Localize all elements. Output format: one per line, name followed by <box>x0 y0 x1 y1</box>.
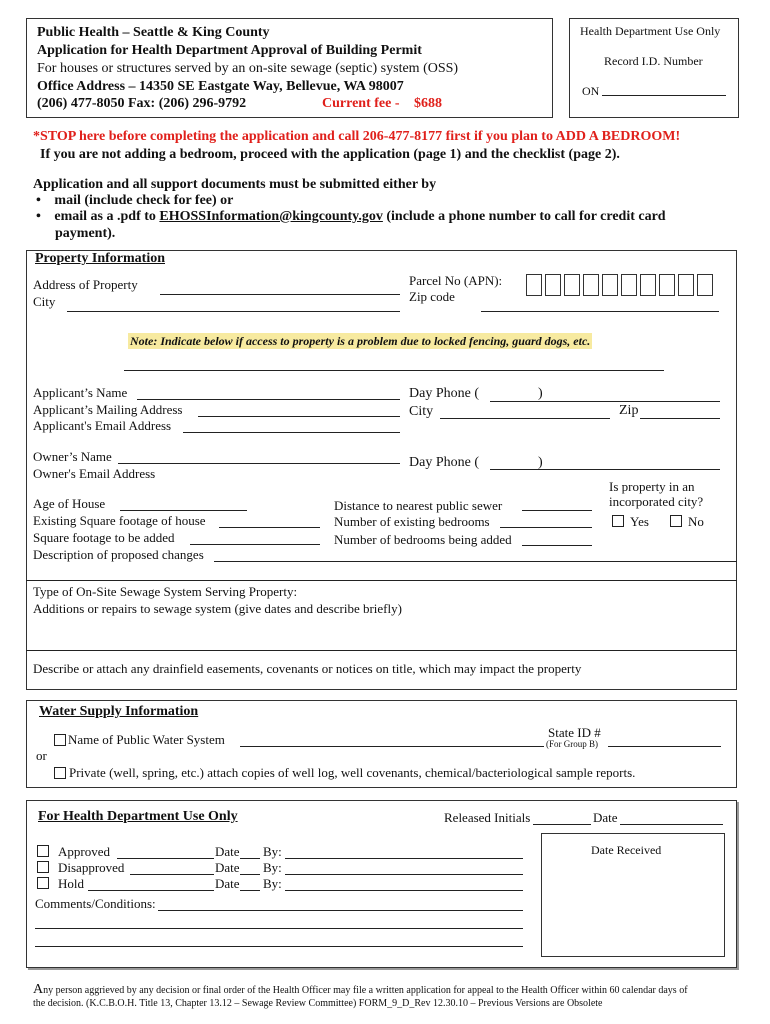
applicant-email-field[interactable] <box>183 432 400 433</box>
on-field[interactable] <box>602 95 726 96</box>
incorporated-yes-label: Yes <box>630 514 649 529</box>
footer-line-1: ny person aggrieved by any decision or final order of the Health Officer may file a written application for appeal to the Health Officer within 60 calendar days of <box>43 985 688 996</box>
applicant-phone-field[interactable] <box>490 401 720 402</box>
comments-field-1[interactable] <box>158 910 523 911</box>
applicant-city-label: City <box>409 404 434 419</box>
owner-email-label: Owner's Email Address <box>33 466 156 481</box>
apn-digit[interactable] <box>545 274 561 296</box>
applicant-email-label: Applicant's Email Address <box>33 418 172 433</box>
bedrooms-added-label: Number of bedrooms being added <box>334 532 512 547</box>
repairs-divider <box>26 650 737 651</box>
applicant-name-label: Applicant’s Name <box>33 385 128 400</box>
private-water-checkbox[interactable] <box>54 767 66 779</box>
submit-bullet-email-cont: payment). <box>55 226 116 241</box>
apn-digit[interactable] <box>678 274 694 296</box>
submit-bullet-mail-text: mail (include check for fee) or <box>54 193 234 208</box>
description-field[interactable] <box>214 561 737 562</box>
private-water-label: Private (well, spring, etc.) attach copies of well log, well covenants, chemical/bacteriological sample reports. <box>69 765 636 780</box>
footer-line-2: the decision. (K.C.B.O.H. Title 13, Chapter 13.12 – Sewage Review Committee) FORM_9_D_Rev 12.30.10 – Previous Versions are Obsolete <box>33 998 603 1009</box>
hold-label: Hold <box>58 876 84 891</box>
record-id-label: Record I.D. Number <box>604 54 703 68</box>
current-fee-label: Current fee - <box>322 96 400 111</box>
sqft-added-label: Square footage to be added <box>33 530 175 545</box>
approved-date-label: Date <box>215 844 240 859</box>
disapproved-field[interactable] <box>130 874 214 875</box>
proceed-note: If you are not adding a bedroom, proceed with the application (page 1) and the checklist (page 2). <box>40 147 620 162</box>
hold-date-field[interactable] <box>240 890 260 891</box>
applicant-phone-close: ) <box>538 386 543 401</box>
public-water-checkbox[interactable] <box>54 734 66 746</box>
existing-bedrooms-label: Number of existing bedrooms <box>334 514 490 529</box>
owner-phone-label: Day Phone ( <box>409 455 479 470</box>
section-divider <box>26 580 737 581</box>
applicant-phone-label: Day Phone ( <box>409 386 479 401</box>
form-subtitle: For houses or structures served by an on-site sewage (septic) system (OSS) <box>37 61 459 76</box>
footer-drop-cap: A <box>33 982 44 997</box>
applicant-mailing-label: Applicant’s Mailing Address <box>33 402 183 417</box>
water-heading: Water Supply Information <box>39 704 199 719</box>
comments-label: Comments/Conditions: <box>35 896 156 911</box>
released-date-label: Date <box>593 810 618 825</box>
age-field[interactable] <box>120 510 247 511</box>
zip-label: Zip code <box>409 289 455 304</box>
owner-name-field[interactable] <box>118 463 400 464</box>
disapproved-date-field[interactable] <box>240 874 260 875</box>
apn-digit[interactable] <box>564 274 580 296</box>
easements-label: Describe or attach any drainfield easements, covenants or notices on title, which may impact the property <box>33 661 582 676</box>
applicant-name-field[interactable] <box>137 399 400 400</box>
hold-checkbox[interactable] <box>37 877 49 889</box>
comments-field-2[interactable] <box>35 928 523 929</box>
submit-bullet-email-pre: email as a .pdf to <box>54 209 156 224</box>
applicant-city-field[interactable] <box>440 418 610 419</box>
public-water-field[interactable] <box>240 746 544 747</box>
sewer-distance-label: Distance to nearest public sewer <box>334 498 503 513</box>
incorporated-no-checkbox[interactable] <box>670 515 682 527</box>
released-date-field[interactable] <box>620 824 723 825</box>
on-label: ON <box>582 84 600 98</box>
state-id-label: State ID # <box>548 725 601 740</box>
submit-bullet-email-post: (include a phone number to call for credit card <box>386 209 666 224</box>
address-field[interactable] <box>160 294 400 295</box>
property-heading: Property Information <box>35 251 165 266</box>
repairs-label: Additions or repairs to sewage system (give dates and describe briefly) <box>33 601 402 616</box>
existing-sqft-field[interactable] <box>219 527 320 528</box>
current-fee-value: $688 <box>414 96 442 111</box>
city-label: City <box>33 294 56 309</box>
approved-date-field[interactable] <box>240 858 260 859</box>
submit-bullet-email: • email as a .pdf to EHOSSInformation@kingcounty.gov (include a phone number to call for credit card <box>36 209 666 224</box>
sqft-added-field[interactable] <box>190 544 320 545</box>
disapproved-label: Disapproved <box>58 860 125 875</box>
approved-checkbox[interactable] <box>37 845 49 857</box>
access-note <box>128 332 592 350</box>
hold-by-label: By: <box>263 876 282 891</box>
access-note-text: Note: Indicate below if access to property is a problem due to locked fencing, guard dogs, etc. <box>130 334 591 348</box>
dept-use-heading: For Health Department Use Only <box>38 809 238 824</box>
released-initials-field[interactable] <box>533 824 591 825</box>
age-label: Age of House <box>33 496 106 511</box>
city-field[interactable] <box>67 311 400 312</box>
owner-name-label: Owner’s Name <box>33 449 112 464</box>
state-id-field[interactable] <box>608 746 721 747</box>
incorporated-question-1: Is property in an <box>609 479 695 494</box>
apn-digit[interactable] <box>697 274 713 296</box>
apn-digit[interactable] <box>526 274 542 296</box>
approved-label: Approved <box>58 844 110 859</box>
apn-digit[interactable] <box>621 274 637 296</box>
submit-email-link[interactable]: EHOSSInformation@kingcounty.gov <box>159 209 383 224</box>
disapproved-by-label: By: <box>263 860 282 875</box>
water-or: or <box>36 748 47 763</box>
phone-fax: (206) 477-8050 Fax: (206) 296-9792 <box>37 96 247 111</box>
released-initials-label: Released Initials <box>444 810 531 825</box>
incorporated-no-label: No <box>688 514 704 529</box>
public-water-label: Name of Public Water System <box>68 732 225 747</box>
apn-digit[interactable] <box>602 274 618 296</box>
form-title: Application for Health Department Approval of Building Permit <box>37 43 422 58</box>
approved-by-label: By: <box>263 844 282 859</box>
stop-warning: *STOP here before completing the application and call 206-477-8177 first if you plan to ADD A BEDROOM! <box>33 129 681 144</box>
description-label: Description of proposed changes <box>33 547 204 562</box>
apn-digit[interactable] <box>640 274 656 296</box>
applicant-zip-field[interactable] <box>640 418 720 419</box>
parcel-label: Parcel No (APN): <box>409 273 503 288</box>
access-note-field[interactable] <box>124 370 664 371</box>
incorporated-yes-checkbox[interactable] <box>612 515 624 527</box>
dept-use-title: Health Department Use Only <box>580 24 721 38</box>
disapproved-by-field[interactable] <box>285 874 523 875</box>
sewer-distance-field[interactable] <box>522 510 592 511</box>
group-b-label: (For Group B) <box>546 739 598 749</box>
applicant-zip-label: Zip <box>619 403 639 418</box>
oss-type-label: Type of On-Site Sewage System Serving Property: <box>33 584 298 599</box>
zip-field[interactable] <box>481 311 719 312</box>
existing-sqft-label: Existing Square footage of house <box>33 513 206 528</box>
apn-digit[interactable] <box>659 274 675 296</box>
hold-by-field[interactable] <box>285 890 523 891</box>
disapproved-checkbox[interactable] <box>37 861 49 873</box>
disapproved-date-label: Date <box>215 860 240 875</box>
incorporated-question-2: incorporated city? <box>609 494 704 509</box>
submit-bullet-mail: • mail (include check for fee) or <box>36 193 234 208</box>
comments-field-3[interactable] <box>35 946 523 947</box>
apn-digit[interactable] <box>583 274 599 296</box>
applicant-mailing-field[interactable] <box>198 416 400 417</box>
owner-phone-field[interactable] <box>490 469 720 470</box>
hold-field[interactable] <box>88 890 214 891</box>
office-address: Office Address – 14350 SE Eastgate Way, Bellevue, WA 98007 <box>37 79 404 94</box>
bedrooms-added-field[interactable] <box>522 545 592 546</box>
date-received-label: Date Received <box>591 843 662 857</box>
org-name: Public Health – Seattle & King County <box>37 25 270 40</box>
existing-bedrooms-field[interactable] <box>500 527 592 528</box>
owner-phone-close: ) <box>538 455 543 470</box>
hold-date-label: Date <box>215 876 240 891</box>
submit-intro: Application and all support documents must be submitted either by <box>33 177 437 192</box>
approved-field[interactable] <box>117 858 214 859</box>
approved-by-field[interactable] <box>285 858 523 859</box>
address-label: Address of Property <box>33 277 138 292</box>
footer-note <box>33 983 743 1010</box>
